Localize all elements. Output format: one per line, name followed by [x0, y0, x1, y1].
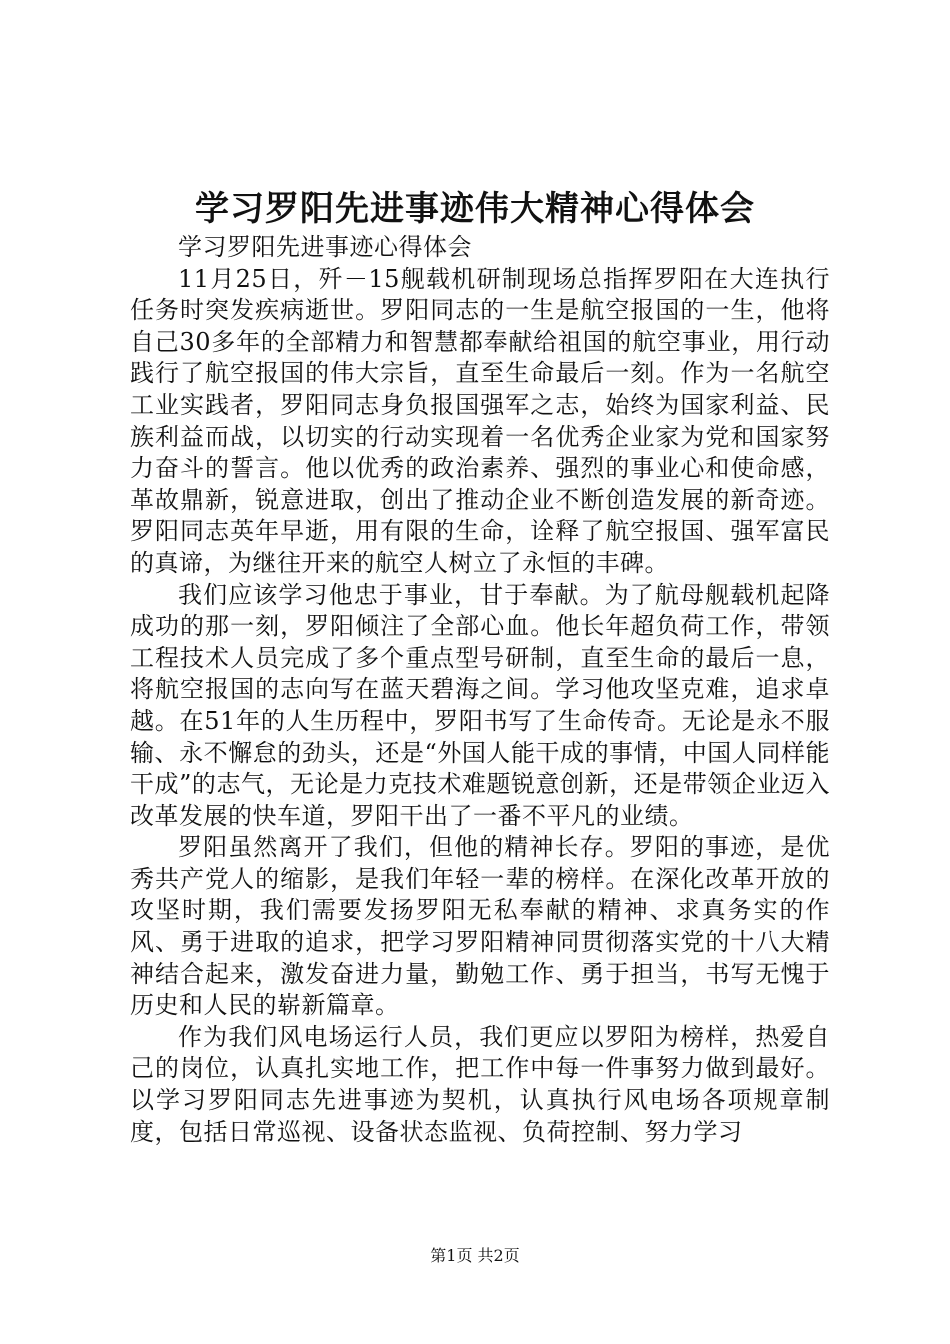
- subtitle-paragraph: 学习罗阳先进事迹心得体会: [178, 233, 472, 261]
- document-body: [130, 232, 830, 1148]
- body-paragraph-3: 罗阳虽然离开了我们，但他的精神长存。罗阳的事迹，是优秀共产党人的缩影，是我们年轻一辈的榜样。在深化改革开放的攻坚时期，我们需要发扬罗阳无私奉献的精神、求真务实的作风、勇于进取的追求，把学习罗阳精神同贯彻落实党的十八大精神结合起来，激发奋进力量，勤勉工作、勇于担当，书写无愧于历史和人民的崭新篇章。: [130, 833, 830, 1020]
- page-number-footer: 第1页 共2页: [430, 1246, 520, 1265]
- document-title: 学习罗阳先进事迹伟大精神心得体会: [195, 189, 755, 229]
- body-paragraph-4: 作为我们风电场运行人员，我们更应以罗阳为榜样，热爱自己的岗位，认真扎实地工作，把工作中每一件事努力做到最好。以学习罗阳同志先进事迹为契机，认真执行风电场各项规章制度，包括日常巡视、设备状态监视、负荷控制、努力学习: [130, 1022, 830, 1146]
- body-paragraph-1: 11月25日，歼－15舰载机研制现场总指挥罗阳在大连执行任务时突发疾病逝世。罗阳同志的一生是航空报国的一生，他将自己30多年的全部精力和智慧都奉献给祖国的航空事业，用行动践行了航空报国的伟大宗旨，直至生命最后一刻。作为一名航空工业实践者，罗阳同志身负报国强军之志，始终为国家利益、民族利益而战，以切实的行动实现着一名优秀企业家为党和国家努力奋斗的誓言。他以优秀的政治素养、强烈的事业心和使命感，革故鼎新，锐意进取，创出了推动企业不断创造发展的新奇迹。罗阳同志英年早逝，用有限的生命，诠释了航空报国、强军富民的真谛，为继往开来的航空人树立了永恒的丰碑。: [130, 264, 830, 577]
- body-paragraph-2: 我们应该学习他忠于事业，甘于奉献。为了航母舰载机起降成功的那一刻，罗阳倾注了全部心血。他长年超负荷工作，带领工程技术人员完成了多个重点型号研制，直至生命的最后一息，将航空报国的志向写在蓝天碧海之间。学习他攻坚克难，追求卓越。在51年的人生历程中，罗阳书写了生命传奇。无论是永不服输、永不懈怠的劲头，还是“外国人能干成的事情，中国人同样能干成”的志气，无论是力克技术难题锐意创新，还是带领企业迈入改革发展的快车道，罗阳干出了一番不平凡的业绩。: [130, 580, 830, 830]
